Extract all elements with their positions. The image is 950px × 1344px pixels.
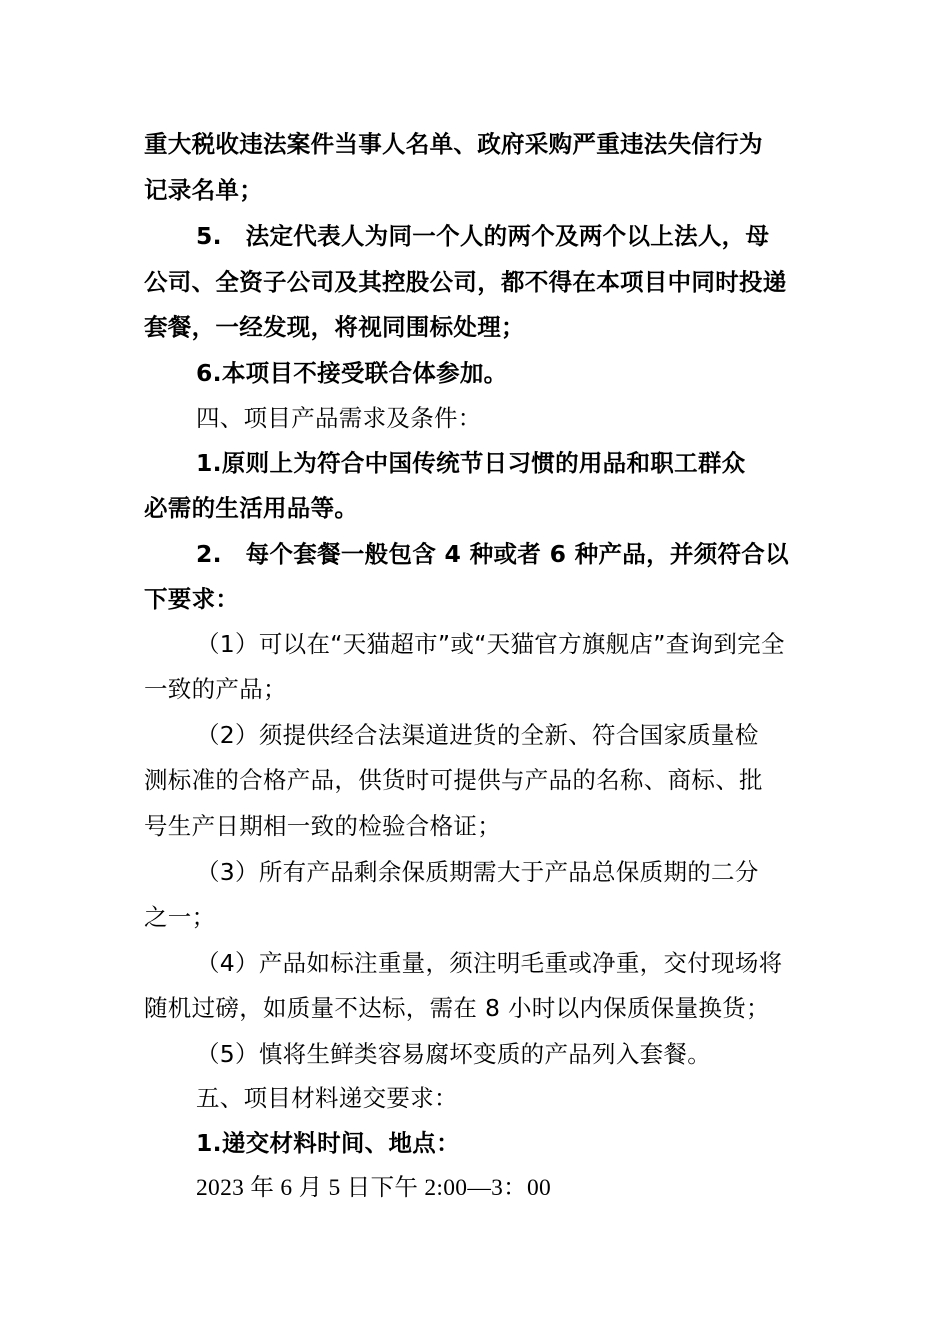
item-2-line-2: 测标准的合格产品，供货时可提供与产品的名称、商标、批 bbox=[144, 766, 763, 794]
clause-5-line-3: 套餐，一经发现，将视同围标处理； bbox=[144, 313, 525, 341]
submission-datetime: 2023 年 6 月 5 日下午 2:00—3：00 bbox=[196, 1175, 552, 1201]
item-4-line-1: （4）产品如标注重量，须注明毛重或净重，交付现场将 bbox=[196, 949, 783, 977]
item-5: （5）慎将生鲜类容易腐坏变质的产品列入套餐。 bbox=[196, 1040, 712, 1068]
section-5-heading: 五、项目材料递交要求： bbox=[196, 1084, 458, 1112]
item-4-line-2: 随机过磅，如质量不达标，需在 8 小时以内保质保量换货； bbox=[144, 994, 770, 1022]
requirement-2-line-2: 下要求： bbox=[144, 585, 240, 613]
requirement-1-line-1: 1.原则上为符合中国传统节日习惯的用品和职工群众 bbox=[196, 449, 746, 477]
paragraph-line-blacklist-cont: 重大税收违法案件当事人名单、政府采购严重违法失信行为 bbox=[144, 130, 763, 158]
requirement-1-line-2: 必需的生活用品等。 bbox=[144, 494, 359, 522]
item-1-line-2: 一致的产品； bbox=[144, 675, 287, 703]
item-2-line-1: （2）须提供经合法渠道进货的全新、符合国家质量检 bbox=[196, 721, 759, 749]
clause-5-line-2: 公司、全资子公司及其控股公司，都不得在本项目中同时投递 bbox=[144, 268, 787, 296]
item-2-line-3: 号生产日期相一致的检验合格证； bbox=[144, 812, 501, 840]
item-3-line-2: 之一； bbox=[144, 903, 216, 931]
clause-6: 6.本项目不接受联合体参加。 bbox=[196, 359, 508, 387]
paragraph-line-blacklist-end: 记录名单； bbox=[144, 176, 263, 204]
submission-time-place-heading: 1.递交材料时间、地点： bbox=[196, 1129, 460, 1157]
item-3-line-1: （3）所有产品剩余保质期需大于产品总保质期的二分 bbox=[196, 858, 759, 886]
clause-5-line-1: 5. 法定代表人为同一个人的两个及两个以上法人，母 bbox=[196, 222, 770, 250]
item-1-line-1: （1）可以在“天猫超市”或“天猫官方旗舰店”查询到完全 bbox=[196, 630, 785, 658]
section-4-heading: 四、项目产品需求及条件： bbox=[196, 404, 482, 432]
requirement-2-line-1: 2. 每个套餐一般包含 4 种或者 6 种产品，并须符合以 bbox=[196, 540, 789, 568]
